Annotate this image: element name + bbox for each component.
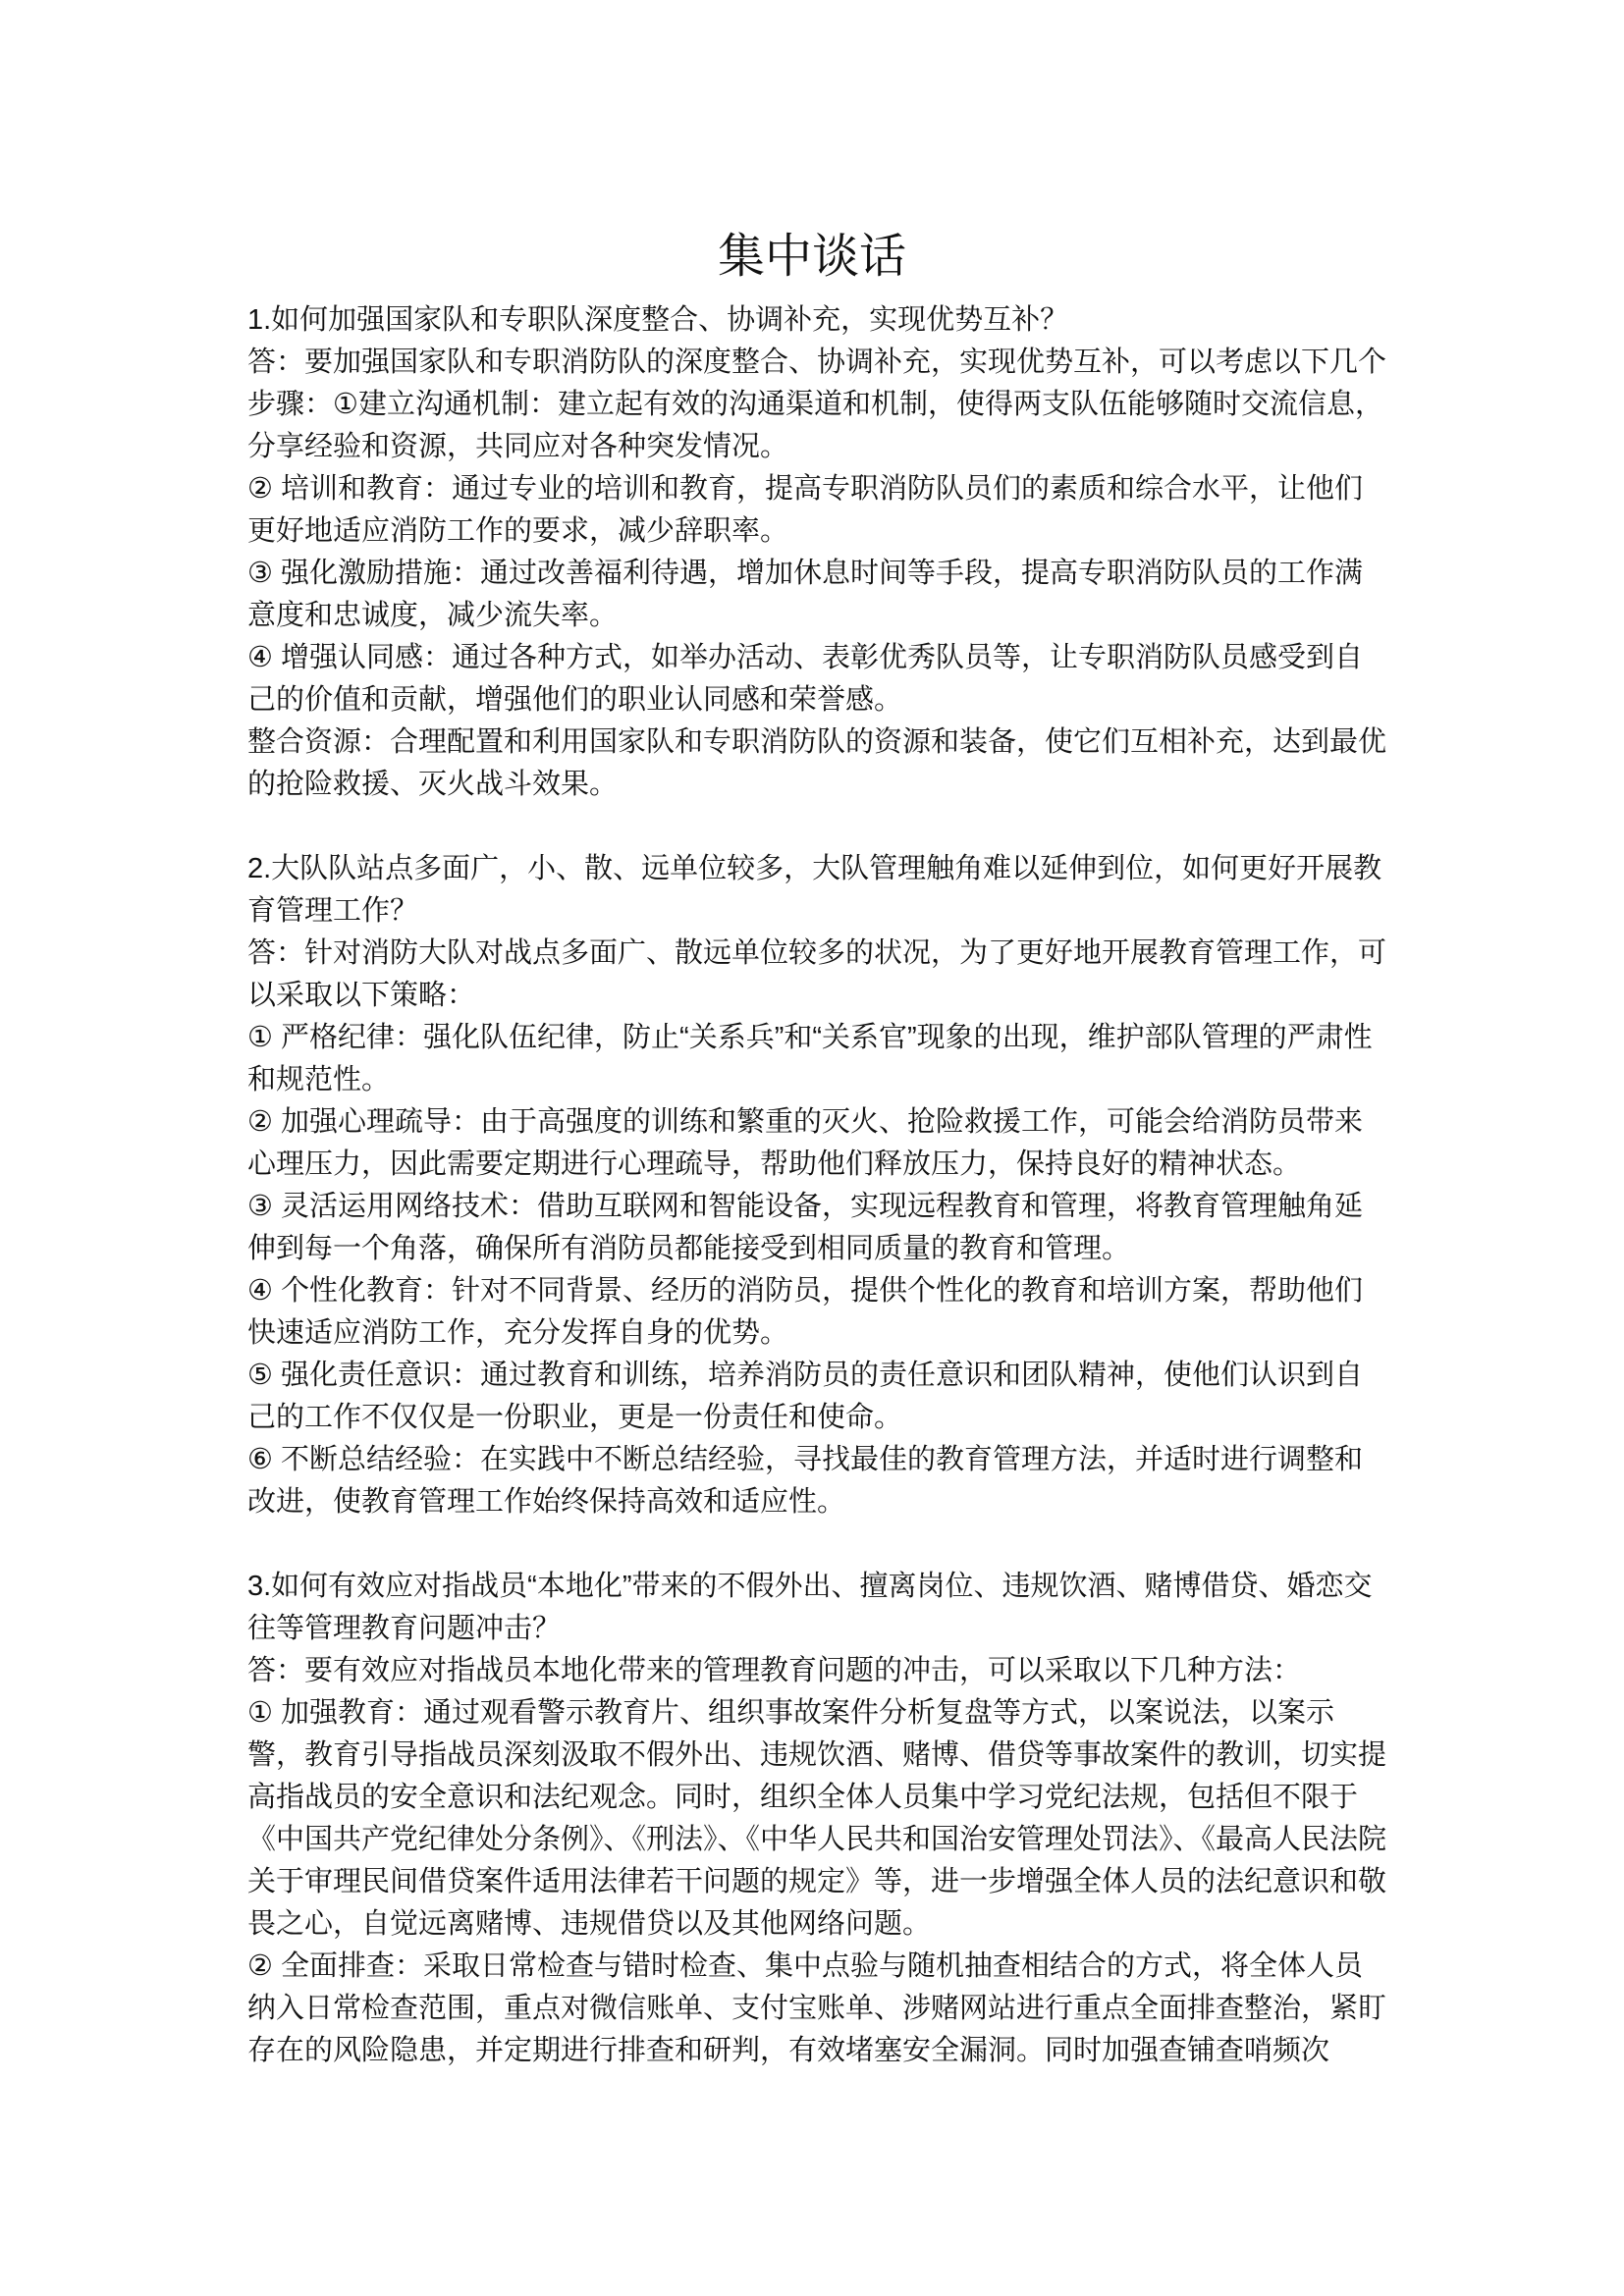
paragraph-spacer bbox=[247, 1523, 1390, 1566]
answer-paragraph: ④ 个性化教育：针对不同背景、经历的消防员，提供个性化的教育和培训方案，帮助他们快速适应消防工作，充分发挥自身的优势。 bbox=[247, 1275, 1364, 1349]
document-body bbox=[247, 299, 1390, 2072]
question-1: 1.如何加强国家队和专职队深度整合、协调补充，实现优势互补？ bbox=[247, 304, 1069, 336]
document-title: 集中谈话 bbox=[717, 231, 906, 283]
answer-paragraph: ⑥ 不断总结经验：在实践中不断总结经验，寻找最佳的教育管理方法，并适时进行调整和改进，使教育管理工作始终保持高效和适应性。 bbox=[247, 1444, 1364, 1518]
answer-paragraph: ⑤ 强化责任意识：通过教育和训练，培养消防员的责任意识和团队精神，使他们认识到自己的工作不仅仅是一份职业，更是一份责任和使命。 bbox=[247, 1360, 1364, 1433]
question-2: 2.大队队站点多面广，小、散、远单位较多，大队管理触角难以延伸到位，如何更好开展教育管理工作？ bbox=[247, 853, 1382, 927]
answer-paragraph: ② 培训和教育：通过专业的培训和教育，提高专职消防队员们的素质和综合水平，让他们更好地适应消防工作的要求，减少辞职率。 bbox=[247, 473, 1364, 547]
paragraph-spacer bbox=[247, 806, 1390, 848]
answer-paragraph: ③ 强化激励措施：通过改善福利待遇，增加休息时间等手段，提高专职消防队员的工作满意度和忠诚度，减少流失率。 bbox=[247, 558, 1364, 631]
answer-paragraph: 答：要有效应对指战员本地化带来的管理教育问题的冲击，可以采取以下几种方法： bbox=[247, 1655, 1302, 1686]
answer-paragraph: ④ 增强认同感：通过各种方式，如举办活动、表彰优秀队员等，让专职消防队员感受到自己的价值和贡献，增强他们的职业认同感和荣誉感。 bbox=[247, 642, 1364, 716]
answer-paragraph: ① 严格纪律：强化队伍纪律，防止“关系兵”和“关系官”现象的出现，维护部队管理的严肃性和规范性。 bbox=[247, 1022, 1373, 1095]
answer-paragraph: 答：针对消防大队对战点多面广、散远单位较多的状况，为了更好地开展教育管理工作，可以采取以下策略： bbox=[247, 937, 1387, 1011]
section-3 bbox=[247, 1566, 1390, 2072]
section-1 bbox=[247, 299, 1390, 806]
question-3: 3.如何有效应对指战员“本地化”带来的不假外出、擅离岗位、违规饮酒、赌博借贷、婚恋交往等管理教育问题冲击？ bbox=[247, 1571, 1373, 1644]
answer-paragraph: ② 加强心理疏导：由于高强度的训练和繁重的灭火、抢险救援工作，可能会给消防员带来心理压力，因此需要定期进行心理疏导，帮助他们释放压力，保持良好的精神状态。 bbox=[247, 1106, 1364, 1180]
answer-paragraph: ③ 灵活运用网络技术：借助互联网和智能设备，实现远程教育和管理，将教育管理触角延伸到每一个角落，确保所有消防员都能接受到相同质量的教育和管理。 bbox=[247, 1191, 1364, 1264]
answer-paragraph: ② 全面排查：采取日常检查与错时检查、集中点验与随机抽查相结合的方式，将全体人员纳入日常检查范围，重点对微信账单、支付宝账单、涉赌网站进行重点全面排查整治，紧盯存在的风险隐患，并定期进行排查和研判，有效堵塞安全漏洞。同时加强查铺查哨频次 bbox=[247, 1950, 1387, 2066]
section-2 bbox=[247, 848, 1390, 1523]
answer-paragraph: 整合资源：合理配置和利用国家队和专职消防队的资源和装备，使它们互相补充，达到最优的抢险救援、灭火战斗效果。 bbox=[247, 726, 1387, 800]
answer-paragraph: 答：要加强国家队和专职消防队的深度整合、协调补充，实现优势互补，可以考虑以下几个步骤：①建立沟通机制：建立起有效的沟通渠道和机制，使得两支队伍能够随时交流信息，分享经验和资源，共同应对各种突发情况。 bbox=[247, 347, 1387, 462]
answer-paragraph: ① 加强教育：通过观看警示教育片、组织事故案件分析复盘等方式，以案说法，以案示警，教育引导指战员深刻汲取不假外出、违规饮酒、赌博、借贷等事故案件的教训，切实提高指战员的安全意识和法纪观念。同时，组织全体人员集中学习党纪法规，包括但不限于《中国共产党纪律处分条例》、《刑法》、《中华人民共和国治安管理处罚法》、《最高人民法院关于审理民间借贷案件适用法律若干问题的规定》等，进一步增强全体人员的法纪意识和敬畏之心，自觉远离赌博、违规借贷以及其他网络问题。 bbox=[247, 1697, 1387, 1940]
